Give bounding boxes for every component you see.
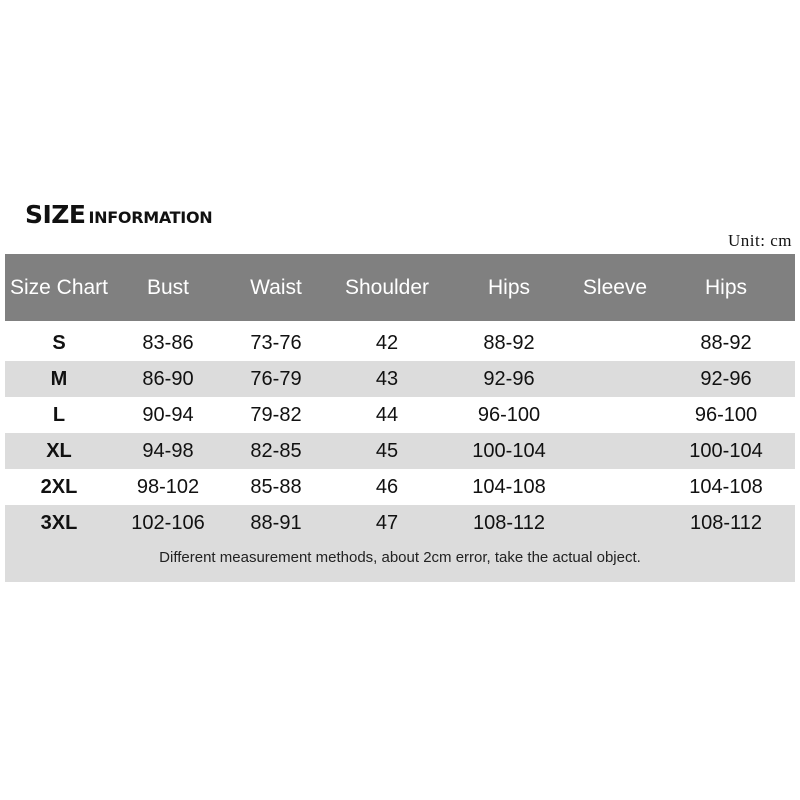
table-header-row — [5, 254, 795, 321]
waist-cell: 85-88 — [250, 475, 302, 498]
size-cell: 3XL — [40, 511, 78, 534]
bust-cell: 86-90 — [142, 367, 194, 390]
table-row — [5, 361, 795, 397]
table-row — [5, 325, 795, 361]
page-title — [25, 200, 212, 236]
hips-cell: 96-100 — [477, 403, 541, 426]
shoulder-cell: 47 — [375, 511, 399, 534]
hips-2-cell: 92-96 — [700, 367, 752, 390]
waist-cell: 79-82 — [250, 403, 302, 426]
shoulder-cell: 42 — [375, 331, 399, 354]
size-cell: S — [52, 331, 66, 354]
bust-cell: 102-106 — [131, 511, 205, 534]
waist-cell: 73-76 — [250, 331, 302, 354]
title-main: SIZE — [25, 200, 86, 229]
header-hips: Hips — [487, 275, 530, 299]
size-chart-table — [5, 254, 795, 582]
measurement-note: Different measurement methods, about 2cm error, take the actual object. — [159, 549, 641, 566]
hips-cell: 92-96 — [483, 367, 535, 390]
table-row — [5, 469, 795, 505]
header-shoulder: Shoulder — [344, 275, 430, 299]
header-hips-2: Hips — [704, 275, 747, 299]
hips-2-cell: 100-104 — [689, 439, 763, 462]
table-row — [5, 397, 795, 433]
table-row — [5, 433, 795, 469]
hips-cell: 88-92 — [483, 331, 535, 354]
table-row — [5, 505, 795, 541]
header-sleeve: Sleeve — [582, 275, 648, 299]
measurement-note-row — [5, 541, 795, 582]
header-waist: Waist — [250, 275, 302, 299]
bust-cell: 90-94 — [142, 403, 194, 426]
header-size-chart: Size Chart — [9, 275, 109, 299]
size-cell: 2XL — [40, 475, 78, 498]
size-cell: L — [52, 403, 66, 426]
waist-cell: 88-91 — [250, 511, 302, 534]
unit-label: Unit: cm — [728, 231, 792, 250]
hips-cell: 100-104 — [472, 439, 546, 462]
hips-2-cell: 88-92 — [700, 331, 752, 354]
bust-cell: 83-86 — [142, 331, 194, 354]
hips-2-cell: 104-108 — [689, 475, 763, 498]
hips-cell: 108-112 — [473, 511, 545, 534]
title-sub: INFORMATION — [88, 208, 213, 227]
bust-cell: 94-98 — [142, 439, 194, 462]
shoulder-cell: 45 — [375, 439, 399, 462]
header-bust: Bust — [146, 275, 190, 299]
size-cell: M — [50, 367, 68, 390]
hips-2-cell: 96-100 — [694, 403, 758, 426]
shoulder-cell: 44 — [375, 403, 399, 426]
hips-2-cell: 108-112 — [690, 511, 762, 534]
shoulder-cell: 43 — [375, 367, 399, 390]
size-cell: XL — [46, 439, 72, 462]
waist-cell: 76-79 — [250, 367, 302, 390]
bust-cell: 98-102 — [136, 475, 200, 498]
waist-cell: 82-85 — [250, 439, 302, 462]
hips-cell: 104-108 — [472, 475, 546, 498]
shoulder-cell: 46 — [375, 475, 399, 498]
